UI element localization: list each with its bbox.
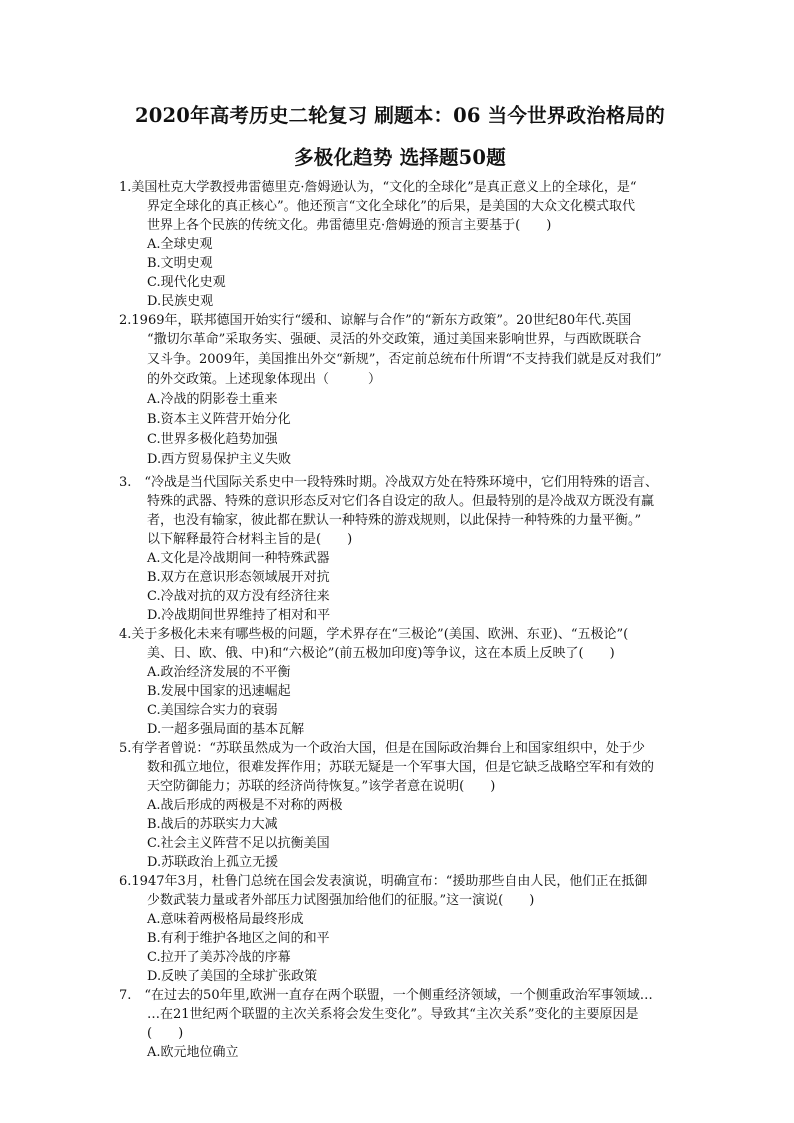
answer-option: C.现代化史观	[147, 275, 226, 290]
answer-option: B.战后的苏联实力大减	[147, 817, 278, 832]
answer-option: A.全球史观	[147, 237, 213, 252]
question-stem-line: 3. “冷战是当代国际关系史中一段特殊时期。冷战双方处在特殊环境中，它们用特殊的语言、	[119, 475, 659, 490]
question-stem-line: 界定全球化的真正核心”。他还预言“文化全球化”的后果，是美国的大众文化模式取代	[147, 199, 635, 214]
answer-option: B.发展中国家的迅速崛起	[147, 684, 291, 699]
answer-option: C.拉开了美苏冷战的序幕	[147, 950, 291, 965]
question-stem-line: 世界上各个民族的传统文化。弗雷德里克·詹姆逊的预言主要基于( )	[147, 218, 552, 233]
question-stem-line: 5.有学者曾说：“苏联虽然成为一个政治大国，但是在国际政治舞台上和国家组织中，处于少	[119, 741, 646, 756]
answer-option: A.冷战的阴影卷土重来	[147, 392, 278, 407]
question-4	[119, 625, 704, 739]
answer-option: D.西方贸易保护主义失败	[147, 452, 292, 467]
question-stem-line: 以下解释最符合材料主旨的是( )	[147, 532, 353, 547]
answer-option: A.文化是冷战期间一种特殊武器	[147, 551, 330, 566]
question-stem-line: 的外交政策。上述现象体现出（ ）	[147, 372, 382, 387]
answer-option: D.一超多强局面的基本瓦解	[147, 722, 305, 737]
question-stem-line: 美、日、欧、俄、中)和“六极论”(前五极加印度)等争议，这在本质上反映了( )	[147, 646, 615, 661]
question-stem-line: 少数武装力量或者外部压力试图强加给他们的征服。”这一演说( )	[147, 893, 535, 908]
question-stem-line: 1.美国杜克大学教授弗雷德里克·詹姆逊认为，“文化的全球化”是真正意义上的全球化，是“	[119, 180, 637, 195]
question-stem-line: 者，也没有输家，彼此都在默认一种特殊的游戏规则，以此保持一种特殊的力量平衡。”	[147, 513, 642, 528]
answer-option: B.有利于维护各地区之间的和平	[147, 931, 330, 946]
answer-option: C.社会主义阵营不足以抗衡美国	[147, 836, 330, 851]
answer-option: C.美国综合实力的衰弱	[147, 703, 278, 718]
question-6	[119, 872, 704, 986]
question-stem-line: 又斗争。2009年，美国推出外交“新规”，否定前总统布什所谓“不支持我们就是反对我们”	[147, 352, 662, 367]
question-stem-line: 特殊的武器、特殊的意识形态反对它们各自设定的敌人。但最特别的是冷战双方既没有赢	[147, 494, 655, 509]
question-stem-line: 数和孤立地位，很难发挥作用；苏联无疑是一个军事大国，但是它缺乏战略空军和有效的	[147, 760, 655, 775]
question-5	[119, 739, 704, 872]
question-stem-line: 2.1969年，联邦德国开始实行“缓和、谅解与合作”的“新东方政策”。20世纪80年代.英国	[119, 313, 632, 328]
answer-option: C.世界多极化趋势加强	[147, 432, 278, 447]
question-list	[119, 178, 704, 1062]
question-stem-line: 7. “在过去的50年里,欧洲一直存在两个联盟，一个侧重经济领域，一个侧重政治军事领域…	[119, 988, 653, 1003]
question-stem-line: 4.关于多极化未来有哪些极的问题，学术界存在“三极论”(美国、欧洲、东亚)、“五极论”(	[119, 627, 629, 642]
answer-option: D.苏联政治上孤立无援	[147, 855, 279, 870]
answer-option: D.反映了美国的全球扩张政策	[147, 969, 318, 984]
answer-option: A.欧元地位确立	[147, 1045, 239, 1060]
question-7	[119, 986, 704, 1062]
question-stem-line: ( )	[147, 1026, 184, 1041]
question-1	[119, 178, 704, 311]
answer-option: A.战后形成的两极是不对称的两极	[147, 798, 343, 813]
question-stem-line: 天空防御能力；苏联的经济尚待恢复。”该学者意在说明( )	[147, 779, 496, 794]
document-title-line-2: 多极化趋势 选择题50题	[294, 146, 506, 169]
answer-option: B.资本主义阵营开始分化	[147, 412, 291, 427]
answer-option: B.双方在意识形态领域展开对抗	[147, 570, 330, 585]
answer-option: B.文明史观	[147, 256, 213, 271]
question-2	[119, 311, 704, 470]
answer-option: C.冷战对抗的双方没有经济往来	[147, 589, 330, 604]
answer-option: A.意味着两极格局最终形成	[147, 912, 304, 927]
question-3	[119, 473, 704, 625]
question-stem-line: “撒切尔革命”采取务实、强硬、灵活的外交政策，通过美国来影响世界，与西欧既联合	[147, 332, 642, 347]
question-stem-line: 6.1947年3月，杜鲁门总统在国会发表演说，明确宣布：“援助那些自由人民，他们正在抵御	[119, 874, 648, 889]
answer-option: A.政治经济发展的不平衡	[147, 665, 291, 680]
question-stem-line: …在21世纪两个联盟的主次关系将会发生变化”。导致其“主次关系”变化的主要原因是	[147, 1007, 639, 1022]
answer-option: D.冷战期间世界维持了相对和平	[147, 608, 331, 623]
document-title-line-1: 2020年高考历史二轮复习 刷题本：06 当今世界政治格局的	[135, 104, 665, 127]
answer-option: D.民族史观	[147, 294, 214, 309]
